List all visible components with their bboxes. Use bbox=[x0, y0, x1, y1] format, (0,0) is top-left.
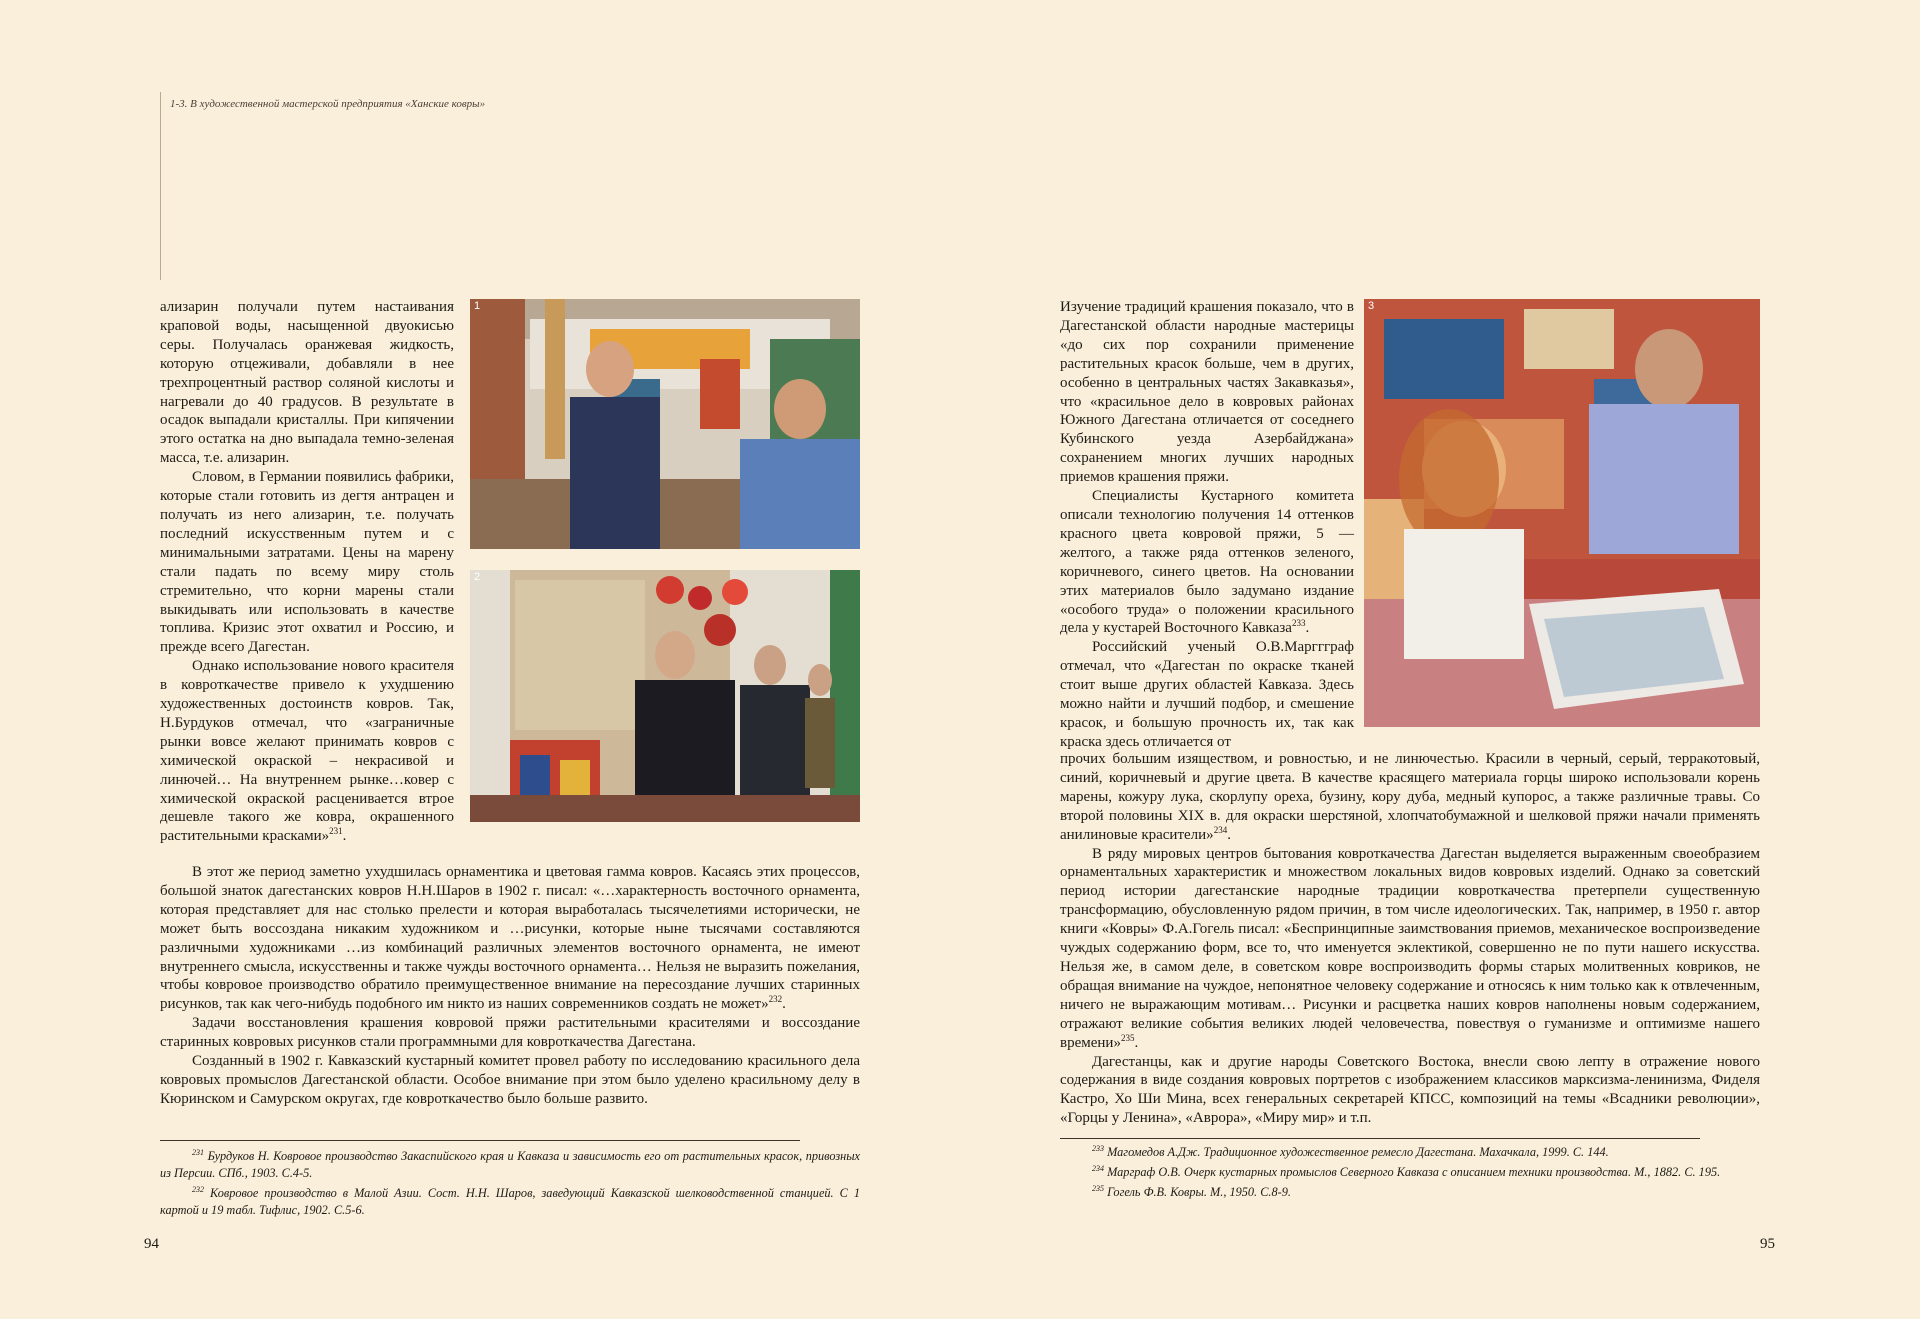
photo-1-label: 1 bbox=[474, 300, 481, 312]
paragraph-text: В ряду мировых центров бытования ковроткачества Дагестан выделяется выраженным своеобразием орнаментальных характеристик и множеством локальных видов ковровых изделий. Однако за советский период истории дагестанские народные традиции ковроткачества претерпели существенную трансформацию, обусловленную рядом причин, в том числе идеологических. Так, например, в 1950 г. автор книги «Ковры» Ф.А.Гогель писал: «Беспринципные заимствования приемов, механическое воспроизведение чуждых содержанию форм, все то, что именуется эклектикой, совершенно не по пути нашего искусства. Нельзя же, в самом деле, в советском ковре воспроизводить формы старых молитвенных ковриков, не обращая внимание на чуждое, непонятное человеку содержание и относясь к ним только как к отвлеченным, ничего не выражающим мотивам… Рисунки и расцветка наших ковров наполнены новым содержанием, отражают великие события великих людей человечества, повествуя о гуманизме и оптимизме нашего времени» bbox=[1060, 845, 1760, 1051]
paragraph bbox=[160, 1052, 860, 1109]
footnote-text: Магомедов А.Дж. Традиционное художественное ремесло Дагестана. Махачкала, 1999. С. 144. bbox=[1107, 1145, 1609, 1159]
paragraph-text: Словом, в Германии появились фабрики, которые стали готовить из дегтя антрацен и получать из него ализарин, т.е. получать последний искусственным путем и с минимальными затратами. Цены на марену стали падать по всему миру столь стремительно, что корни марены стали выкидывать или использовать в качестве топлива. Кризис этот охватил и Россию, и прежде всего Дагестан. bbox=[160, 469, 454, 656]
paragraph-text: Специалисты Кустарного комитета описали технологию получения 14 оттенков красного цвета ковровой пряжи, 5 — желтого, а также ряда оттенков зеленого, коричневого, синего цветов. На основании этих материалов было задумано издание «особого труда» о положении красильного дела у кустарей Восточного Кавказа bbox=[1060, 488, 1354, 637]
paragraph-text: Задачи восстановления крашения ковровой пряжи растительными красителями и воссоздание старинных ковровых рисунков стали программными для ковроткачества Дагестана. bbox=[160, 1015, 860, 1051]
paragraph bbox=[160, 863, 860, 1014]
page-number-left: 94 bbox=[144, 1236, 159, 1252]
footnote bbox=[1060, 1144, 1760, 1161]
paragraph-end-punct: . bbox=[1305, 620, 1310, 637]
left-wide-column bbox=[160, 863, 860, 1109]
paragraph-end-punct: . bbox=[1227, 826, 1231, 843]
paragraph bbox=[160, 298, 454, 468]
paragraph bbox=[160, 657, 454, 846]
footnote-ref: 234 bbox=[1213, 824, 1228, 835]
photo-3-image bbox=[1364, 299, 1760, 727]
paragraph bbox=[1060, 638, 1354, 751]
paragraph-text: Изучение традиций крашения показало, что в Дагестанской области народные мастерицы «до сих пор сохранили применение растительных красок больше, чем в других, особенно в центральных частях Закавказья», что «красильное дело в ковровых районах Южного Дагестана отличается от соседнего Кубинского уезда Азербайджана» сохранением многих лучших народных приемов крашения пряжи. bbox=[1060, 299, 1354, 486]
left-footnote-rule bbox=[160, 1140, 800, 1141]
paragraph-text: прочих большим изяществом, и ровностью, и не линючестью. Красили в черный, серый, терракотовый, синий, коричневый и другие цвета. В качестве красящего материала горцы широко использовали корень марены, кожуру лука, скорлупу ореха, бузину, кору дуба, медный купорос, а также различные травы. Со второй половины XIX в. для окраски шерстяной, хлопчатобумажной и шелковой пряжи начали применять анилиновые красители» bbox=[1060, 751, 1760, 843]
footnote-text: Гогель Ф.В. Ковры. М., 1950. С.8-9. bbox=[1107, 1185, 1291, 1199]
paragraph bbox=[1060, 845, 1760, 1053]
paragraph-end-punct: . bbox=[1134, 1034, 1139, 1051]
paragraph-text: ализарин получали путем настаивания краповой воды, насыщенной двуокисью серы. Получалась оранжевая жидкость, которую отцеживали, добавляли в нее трехпроцентный раствор соляной кислоты и нагревали до 40 градусов. В результате в осадок выпадали кристаллы. При кипячении этого остатка на дно выпадала темно-зеленая масса, т.е. ализарин. bbox=[160, 299, 454, 467]
photo-1 bbox=[470, 299, 860, 549]
right-narrow-column bbox=[1060, 298, 1354, 752]
page-number-right: 95 bbox=[1760, 1236, 1775, 1252]
paragraph bbox=[160, 468, 454, 657]
paragraph bbox=[1060, 1053, 1760, 1129]
paragraph-end-punct: . bbox=[782, 996, 786, 1013]
footnote-text: Ковровое производство в Малой Азии. Сост. Н.Н. Шаров, заведующий Кавказской шелководственной станцией. С 1 картой и 19 табл. Тифлис, 1902. С.5-6. bbox=[160, 1186, 861, 1217]
photo-3-label: 3 bbox=[1368, 300, 1375, 312]
footnote-ref: 233 bbox=[1291, 618, 1306, 629]
paragraph-text: В этот же период заметно ухудшилась орнаментика и цветовая гамма ковров. Касаясь этих процессов, большой знаток дагестанских ковров Н.Н.Шаров в 1902 г. писал: «…характерность восточного орнамента, которая представляет для нас столько прелести и которая выработалась тысячелетиями исторически, не может быть воссоздана никаким художником и …рисунки, которые ныне тысячами составляются различными художниками …из комбинаций различных элементов восточного орнамента, не имеют внутреннего смысла, искусственны и также чужды восточного орнамента… Нельзя не выразить пожелания, чтобы ковровое производство обратило преимущественное внимание на пересоздание лучших старинных рисунков, так как чего-нибудь подобного им никто из наших современников создать не может» bbox=[160, 864, 860, 1013]
footnote bbox=[160, 1148, 860, 1182]
footnote-text: Марграф О.В. Очерк кустарных промыслов Северного Кавказа с описанием техники производства. М., 1882. С. 195. bbox=[1107, 1165, 1721, 1179]
paragraph-end-punct: . bbox=[342, 828, 347, 845]
left-narrow-column bbox=[160, 298, 454, 846]
right-footnotes bbox=[1060, 1144, 1760, 1204]
paragraph-text: Дагестанцы, как и другие народы Советского Востока, внесли свою лепту в отражение нового содержания в виде создания ковровых портретов с изображением классиков марксизма-ленинизма, Фиделя Кастро, Хо Ши Мина, всех генеральных секретарей КПСС, композиций на темы «Всадники революции», «Горцы у Ленина», «Аврора», «Миру мир» и т.п. bbox=[1060, 1053, 1760, 1127]
left-footnotes bbox=[160, 1148, 860, 1222]
footnote-ref: 235 bbox=[1120, 1032, 1135, 1043]
footnote-text: Бурдуков Н. Ковровое производство Закаспийского края и Кавказа и зависимость его от растительных красок, привозных из Персии. СПб., 1903. С.4-5. bbox=[160, 1149, 861, 1180]
paragraph-text: Созданный в 1902 г. Кавказский кустарный комитет провел работу по исследованию красильного дела ковровых промыслов Дагестанской области. Особое внимание при этом было уделено красильному делу в Кюринском и Самурском округах, где ковроткачество было больше развито. bbox=[160, 1053, 860, 1107]
footnote bbox=[1060, 1184, 1760, 1201]
paragraph-text: Однако использование нового красителя в ковроткачестве привело к ухудшению художественных достоинств ковров. Так, Н.Бурдуков отмечал, что «заграничные рынки вовсе желают принимать ковров с химической окраской – некрасивой и линючей… На внутреннем рынке…ковер с химической окраской расценивается втрое дешевле такого же ковра, окрашенного растительными красками» bbox=[160, 658, 454, 845]
footnote-ref: 231 bbox=[329, 826, 343, 837]
footnote-number: 235 bbox=[1092, 1183, 1104, 1193]
paragraph bbox=[1060, 487, 1354, 638]
paragraph bbox=[1060, 750, 1760, 845]
figure-caption: 1-3. В художественной мастерской предприятия «Ханские ковры» bbox=[170, 98, 486, 110]
footnote-number: 232 bbox=[192, 1184, 204, 1194]
photo-2 bbox=[470, 570, 860, 822]
photo-1-image bbox=[470, 299, 860, 549]
footnote bbox=[1060, 1164, 1760, 1181]
footnote-number: 231 bbox=[192, 1147, 204, 1157]
photo-2-label: 2 bbox=[474, 571, 481, 583]
paragraph bbox=[160, 1014, 860, 1052]
footnote bbox=[160, 1185, 860, 1219]
photo-3 bbox=[1364, 299, 1760, 727]
right-footnote-rule bbox=[1060, 1138, 1700, 1139]
paragraph-text: Российский ученый О.В.Марггграф отмечал, что «Дагестан по окраске тканей стоит выше других областей Кавказа. Здесь можно найти и лучший подбор, и смешение красок, и большую прочность их, так как краска здесь отличается от bbox=[1060, 639, 1354, 750]
footnote-number: 233 bbox=[1092, 1143, 1104, 1153]
photo-2-image bbox=[470, 570, 860, 822]
footnote-ref: 232 bbox=[768, 994, 783, 1005]
footnote-number: 234 bbox=[1092, 1163, 1104, 1173]
right-wide-column bbox=[1060, 750, 1760, 1128]
paragraph bbox=[1060, 298, 1354, 487]
caption-rule bbox=[160, 92, 161, 280]
